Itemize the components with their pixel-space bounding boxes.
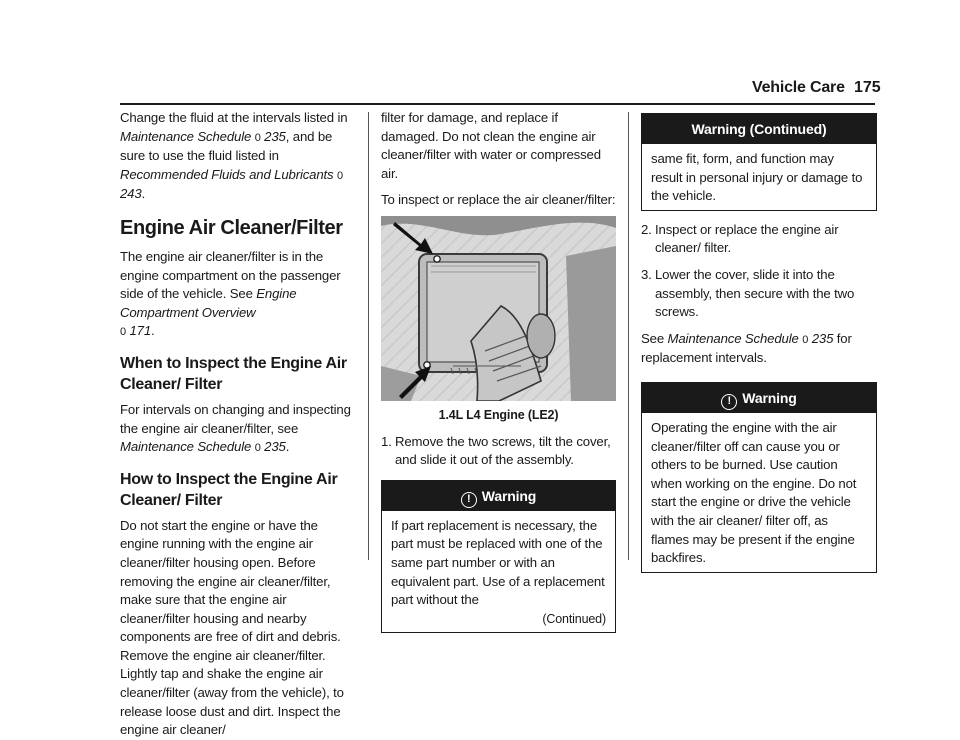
engine-air-cleaner-illustration <box>381 216 616 401</box>
column-divider-1 <box>368 112 369 560</box>
step-3 <box>641 266 877 322</box>
warning-header <box>642 383 876 413</box>
warning-box-2 <box>641 382 877 573</box>
header-section-title: Vehicle Care <box>752 79 845 96</box>
paragraph-filter-location: The engine air cleaner/filter is in the engine compartment on the passenger side of the vehicle. See Engine Compartment Overview 0 171. <box>120 248 341 339</box>
warning-title: Warning <box>742 389 797 406</box>
page-ref-arrow-icon: 0 <box>254 131 261 144</box>
header-page-number: 175 <box>854 79 881 96</box>
warning-text: If part replacement is necessary, the part must be replaced with one of the same part number or with an equivalent part. Use of a replacement part without the <box>391 517 605 608</box>
xref-page-number[interactable]: 235 <box>264 439 286 455</box>
paragraph-inspect-procedure: Do not start the engine or have the engine running with the engine air cleaner/filter housing open. Before removing the engine air cleaner/filter, make sure that the engine air cleaner/filter housing and nearby components are free of dirt and debris. Remove the engine air cleaner/filter. Lightly tap and shake the engine air cleaner/filter (away from the vehicle), to release loose dust and dirt. Inspect the engine air cleaner/ <box>120 517 344 738</box>
step-number: 2. <box>641 221 652 237</box>
page-ref-arrow-icon: 0 <box>802 333 809 346</box>
paragraph-see-schedule: See Maintenance Schedule 0 235 for replacement intervals. <box>641 330 852 366</box>
paragraph-fluid-intervals: Change the fluid at the intervals listed in Maintenance Schedule 0 235, and be sure to use the fluid listed in Recommended Fluids and Lubricants 0 243. <box>120 110 348 202</box>
xref-page-number[interactable]: 235 <box>264 128 286 144</box>
step-text: Inspect or replace the engine air cleaner/ filter. <box>655 221 839 256</box>
warning-continued-label: (Continued) <box>542 611 606 626</box>
paragraph-filter-damage: filter for damage, and replace if damaged. Do not clean the engine air cleaner/filter with water or compressed air. <box>381 110 601 181</box>
figure-caption: 1.4L L4 Engine (LE2) <box>438 407 559 422</box>
warning-text: same fit, form, and function may result in personal injury or damage to the vehicle. <box>651 151 863 204</box>
heading-when-to-inspect: When to Inspect the Engine Air Cleaner/ Filter <box>120 354 347 393</box>
step-number: 1. <box>381 433 392 449</box>
warning-continued-box <box>641 113 877 211</box>
heading-engine-air-cleaner: Engine Air Cleaner/Filter <box>120 216 343 239</box>
step-text: Remove the two screws, tilt the cover, and slide it out of the assembly. <box>395 433 611 468</box>
xref-recommended-fluids[interactable]: Recommended Fluids and Lubricants <box>120 166 334 182</box>
column-3 <box>641 109 877 573</box>
xref-page-number[interactable]: 171 <box>129 323 152 339</box>
warning-exclamation-icon: ! <box>721 394 737 410</box>
column-divider-2 <box>628 112 629 560</box>
step-2 <box>641 221 877 258</box>
xref-maintenance-schedule[interactable]: Maintenance Schedule <box>667 330 799 346</box>
warning-text: Operating the engine with the air cleaner/filter off can cause you or others to be burned. Use caution when working on the engine. Do not start the engine or drive the vehicle with the air cleaner/ filter off, as flames may be present if the engine backfires. <box>651 419 857 566</box>
step-1 <box>381 433 616 470</box>
page-ref-arrow-icon: 0 <box>337 169 343 182</box>
column-1 <box>120 109 352 740</box>
warning-title: Warning <box>481 487 537 504</box>
xref-maintenance-schedule[interactable]: Maintenance Schedule <box>120 128 252 144</box>
warning-header <box>382 481 615 511</box>
step-text: Lower the cover, slide it into the assembly, then secure with the two screws. <box>655 266 855 320</box>
warning-exclamation-icon: ! <box>461 492 477 508</box>
xref-maintenance-schedule[interactable]: Maintenance Schedule <box>120 439 252 455</box>
page-ref-arrow-icon: 0 <box>254 442 261 455</box>
xref-page-number[interactable]: 235 <box>811 330 834 346</box>
heading-how-to-inspect: How to Inspect the Engine Air Cleaner/ Filter <box>120 470 338 509</box>
step-number: 3. <box>641 266 652 282</box>
column-2 <box>381 109 616 633</box>
header-rule <box>120 103 875 105</box>
warning-box <box>381 480 616 634</box>
warning-header: Warning (Continued) <box>642 114 876 144</box>
paragraph-inspect-intervals: For intervals on changing and inspecting the engine air cleaner/filter, see Maintenance Schedule 0 235. <box>120 401 351 455</box>
xref-engine-compartment-overview[interactable]: Engine Compartment Overview <box>120 286 297 320</box>
paragraph-replace-intro: To inspect or replace the air cleaner/filter: <box>381 192 616 208</box>
page-ref-arrow-icon: 0 <box>120 326 126 339</box>
xref-page-number[interactable]: 243 <box>120 186 142 202</box>
